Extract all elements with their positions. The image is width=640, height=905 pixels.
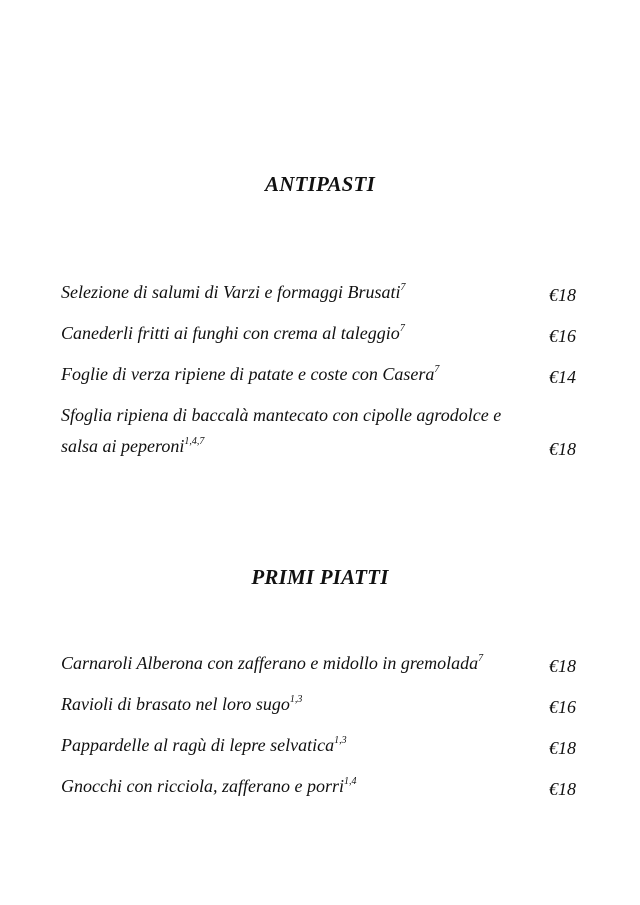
menu-item [61, 730, 576, 764]
section-title-primi-piatti: PRIMI PIATTI [251, 565, 389, 589]
item-allergens: 1,3 [334, 735, 347, 746]
item-price: €18 [549, 779, 576, 799]
item-price: €18 [549, 285, 576, 305]
item-allergens: 7 [400, 282, 406, 293]
item-name: Foglie di verza ripiene di patate e coste con Casera [61, 364, 435, 384]
item-allergens: 1,3 [289, 694, 303, 705]
menu-item [61, 318, 576, 352]
item-allergens: 7 [399, 323, 405, 334]
item-name: Canederli fritti ai funghi con crema al taleggio [61, 323, 400, 343]
item-price: €18 [549, 656, 576, 676]
menu-item [61, 277, 576, 311]
menu-item [61, 689, 576, 723]
item-price: €16 [549, 326, 576, 346]
item-name: Carnaroli Alberona con zafferano e midollo in gremolada [61, 653, 479, 673]
item-allergens: 7 [434, 364, 440, 375]
item-price: €16 [549, 697, 576, 717]
item-allergens: 1,4,7 [184, 436, 205, 447]
item-name: Ravioli di brasato nel loro sugo [61, 694, 290, 714]
item-price: €18 [549, 738, 576, 758]
item-allergens: 7 [478, 653, 484, 664]
item-name: Pappardelle al ragù di lepre selvatica [61, 735, 335, 755]
item-allergens: 1,4 [343, 776, 357, 787]
item-name: Selezione di salumi di Varzi e formaggi Brusati [61, 282, 401, 302]
item-price: €14 [549, 367, 576, 387]
menu-item [61, 359, 576, 393]
item-name: Gnocchi con ricciola, zafferano e porri [61, 776, 344, 796]
menu-item [61, 771, 576, 805]
menu-item [61, 648, 576, 682]
item-name: Sfoglia ripiena di baccalà mantecato con cipolle agrodolce e salsa ai peperoni [61, 405, 502, 456]
menu-item [61, 400, 576, 465]
section-title-antipasti: ANTIPASTI [265, 172, 375, 196]
item-price: €18 [549, 439, 576, 459]
